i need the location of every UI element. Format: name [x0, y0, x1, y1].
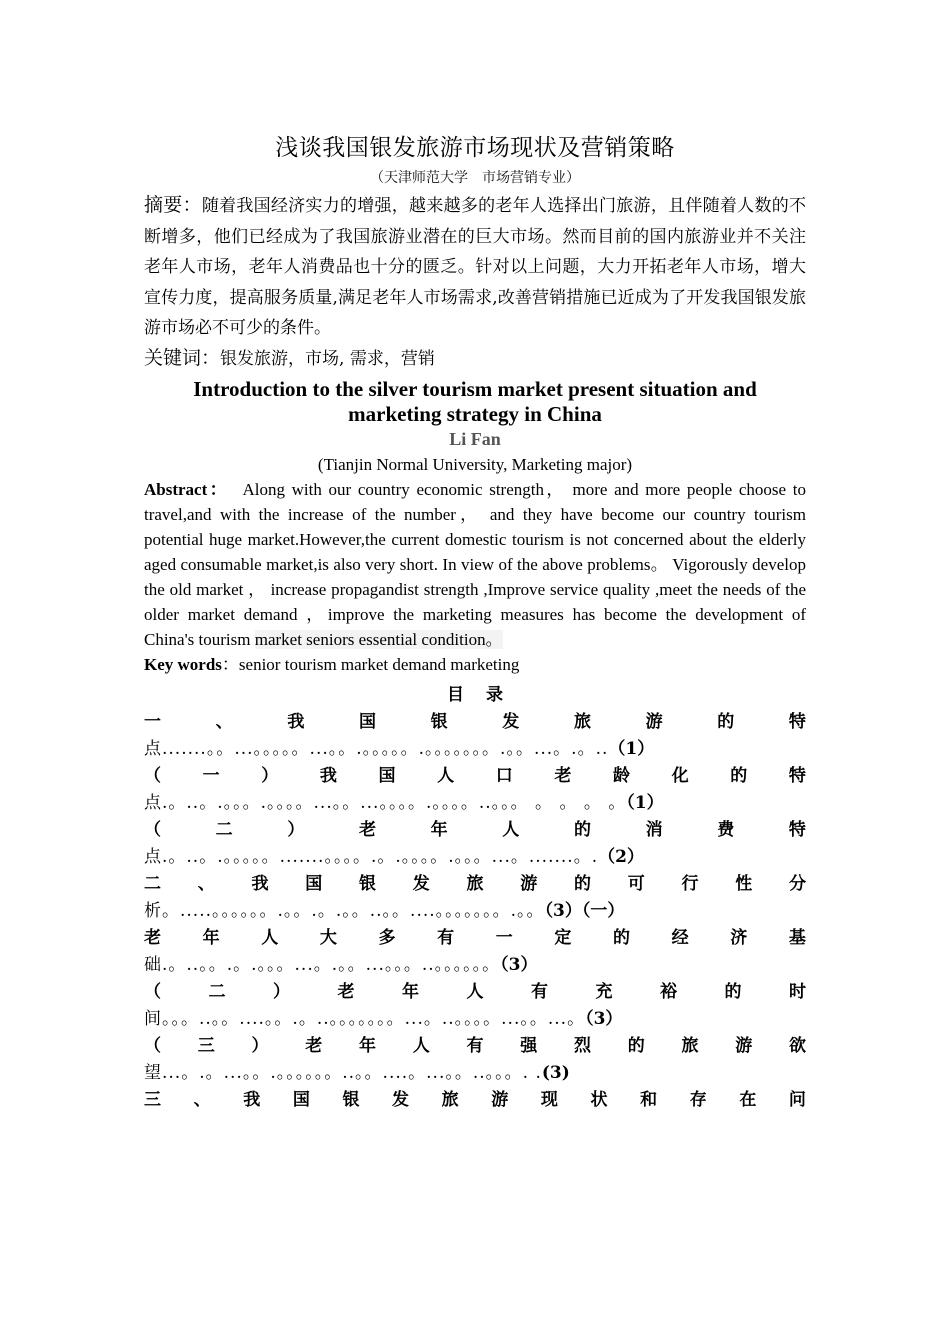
toc-heading-char: 的 [574, 873, 591, 894]
keywords-chinese-text: 银发旅游，市场, 需求，营销 [220, 348, 435, 369]
toc-dot-leader: 点.。..。.。。。。。.......。。。。.。.。。。。.。。。...。.......。. [144, 846, 599, 867]
keywords-english [144, 652, 806, 677]
toc-heading-char: 和 [640, 1089, 658, 1110]
toc-heading-char: 大 [319, 927, 337, 948]
toc-heading-char: 国 [292, 1089, 310, 1110]
toc-heading-char: 一 [495, 927, 513, 948]
toc-heading-char: 人 [412, 1035, 430, 1056]
toc-entry [144, 1087, 806, 1114]
toc-heading-char: 老 [337, 981, 355, 1002]
toc-title: 目录 [447, 684, 525, 705]
toc-heading-char: 可 [627, 873, 645, 894]
toc-heading-char: 二 [144, 873, 161, 894]
keywords-english-label: Key words [144, 654, 222, 674]
toc-heading-char: 一 [202, 765, 220, 786]
title-chinese: 浅谈我国银发旅游市场现状及营销策略 [275, 135, 675, 161]
toc-page-number: （3） [585, 1008, 623, 1029]
toc-page-number: （3） [500, 954, 538, 975]
affiliation-english: (Tianjin Normal University, Marketing major) [317, 454, 633, 474]
toc-heading-char: 旅 [441, 1089, 459, 1110]
toc-heading-char: 二 [208, 981, 226, 1002]
toc-heading-char: 我 [243, 1089, 261, 1110]
keywords-english-text: ：senior tourism market demand marketing [221, 654, 520, 674]
toc-heading-char: 游 [491, 1089, 509, 1110]
toc-heading-char: 现 [540, 1089, 558, 1110]
toc-heading-char: 国 [305, 873, 323, 894]
toc-heading-char: 时 [789, 981, 806, 1002]
toc-heading-char: ） [261, 765, 279, 786]
abstract-english-label: Abstract： [144, 479, 230, 499]
toc-heading-char: ） [273, 981, 290, 1002]
toc-entry [144, 817, 806, 871]
toc-heading-char: 的 [730, 765, 748, 786]
toc-entry-leader-line [144, 1060, 806, 1087]
toc-heading-char: 多 [378, 927, 396, 948]
toc-page-number: （2） [598, 846, 644, 867]
toc-heading-char: 特 [788, 765, 806, 786]
toc-entry [144, 709, 806, 763]
toc-dot-leader: 点.......。。...。。。。。...。。.。。。。。.。。。。。。。.。。...。.。.. [144, 738, 609, 759]
toc-heading-char: 旅 [466, 873, 484, 894]
toc-heading-char: 老 [358, 819, 376, 840]
toc-heading-char: 国 [358, 711, 376, 732]
toc-heading-char: 费 [717, 819, 735, 840]
document-page [144, 130, 806, 1114]
toc-entry-heading [144, 709, 806, 736]
toc-heading-char: ） [251, 1035, 269, 1056]
toc-heading-char: 、 [215, 711, 233, 732]
toc-heading-char: 的 [613, 927, 630, 948]
toc-heading-char: 年 [402, 981, 419, 1002]
toc-heading-char: （ [144, 765, 161, 786]
toc-heading-char: 分 [789, 873, 806, 894]
abstract-chinese-label: 摘要： [144, 194, 202, 216]
toc-heading-char: 旅 [573, 711, 591, 732]
toc-heading-char: 经 [671, 927, 689, 948]
toc-entry-heading [144, 979, 806, 1006]
toc-heading-char: 欲 [789, 1035, 806, 1056]
toc-page-number: （3）（一） [544, 900, 625, 921]
toc-heading-char: 消 [645, 819, 663, 840]
toc-heading-char: 三 [197, 1035, 215, 1056]
toc-entry-heading [144, 817, 806, 844]
toc-heading-char: 银 [342, 1089, 360, 1110]
toc-heading-char: 的 [724, 981, 742, 1002]
toc-heading-char: （ [144, 819, 161, 840]
toc-heading-char: 龄 [613, 765, 630, 786]
toc-heading-char: 有 [466, 1035, 484, 1056]
toc-heading-char: 发 [502, 711, 520, 732]
toc-heading-char: ） [287, 819, 305, 840]
toc-heading-char: 二 [215, 819, 233, 840]
toc-heading-char: （ [144, 981, 161, 1002]
toc-entry-heading [144, 925, 806, 952]
toc-heading-char: 口 [495, 765, 513, 786]
toc-heading-char: 裕 [660, 981, 677, 1002]
toc-dot-leader: 点.。..。.。。。.。。。。...。。...。。。。.。。。。..。。。 。 。 。 。 [144, 792, 627, 813]
toc-heading-char: 发 [412, 873, 430, 894]
toc-heading-char: 定 [554, 927, 572, 948]
toc-entry [144, 871, 806, 925]
toc-heading-char: 发 [392, 1089, 410, 1110]
abstract-english-tail: market seniors essential condition。 [254, 629, 503, 649]
toc-heading-char: 、 [193, 1089, 211, 1110]
toc-heading-char: 化 [671, 765, 689, 786]
toc-entry-heading [144, 871, 806, 898]
abstract-english-text: Along with our country economic strength， more and more people choose to travel,and with the increase of the number， and they have become our country tourism potential huge market.However,the current domestic tourism is not concerned about the elderly aged consumable market,is also very short. In view of the above problems。 Vigorously develop the old market ， increase propagandist strength ,Improve service quality ,meet the needs of the older market demand ，improve the marketing measures has become the development of China's tourism [144, 479, 806, 649]
toc-heading-char: 人 [437, 765, 455, 786]
toc-heading-char: 基 [788, 927, 806, 948]
toc-heading-char: 强 [520, 1035, 538, 1056]
toc-heading-char: 的 [627, 1035, 645, 1056]
toc-heading-char: 一 [144, 711, 161, 732]
toc-heading-char: 烈 [574, 1035, 591, 1056]
toc-dot-leader: 间。。。..。。....。。.。..。。。。。。。...。..。。。。...。。...。 [144, 1008, 586, 1029]
toc-heading-char: 游 [735, 1035, 753, 1056]
title-english: Introduction to the silver tourism market present situation and marketing strategy in China [193, 376, 757, 426]
abstract-chinese [144, 190, 806, 344]
toc-heading-char: 的 [573, 819, 591, 840]
toc-entry-heading [144, 1087, 806, 1114]
toc-heading-char: 有 [531, 981, 548, 1002]
toc-heading-char: 我 [251, 873, 269, 894]
abstract-english [144, 477, 806, 652]
toc-entry-leader-line [144, 952, 806, 979]
toc-heading-char: 存 [689, 1089, 707, 1110]
toc-entry-leader-line [144, 844, 806, 871]
toc-page-number: (3) [541, 1062, 570, 1083]
toc-heading-char: 性 [735, 873, 753, 894]
toc-entry [144, 1033, 806, 1087]
toc-heading-char: 行 [681, 873, 699, 894]
toc-entry-leader-line [144, 790, 806, 817]
keywords-chinese-label: 关键词： [144, 346, 221, 369]
toc-heading-char: 年 [359, 1035, 376, 1056]
toc-entry-leader-line [144, 1006, 806, 1033]
toc-entry [144, 925, 806, 979]
toc-heading-char: 年 [430, 819, 448, 840]
toc-dot-leader: 础.。..。。.。.。。。...。.。。...。。。..。。。。。。 [144, 954, 501, 975]
toc-dot-leader: 析。.....。。。。。。.。。.。.。。..。。....。。。。。。。.。。 [144, 900, 545, 921]
toc-heading-char: （ [144, 1035, 161, 1056]
toc-heading-char: 游 [645, 711, 663, 732]
affiliation-chinese: （天津师范大学 市场营销专业） [370, 170, 580, 186]
toc-entry [144, 763, 806, 817]
toc-heading-char: 我 [319, 765, 337, 786]
toc-heading-char: 国 [378, 765, 396, 786]
toc-page-number: （1） [608, 738, 655, 759]
toc-heading-char: 、 [197, 873, 215, 894]
toc-heading-char: 特 [788, 819, 806, 840]
abstract-chinese-text: 随着我国经济实力的增强，越来越多的老年人选择出门旅游，且伴随着人数的不断增多，他们已经成为了我国旅游业潜在的巨大市场。然而目前的国内旅游业并不关注老年人市场，老年人消费品也十分的匮乏。针对以上问题，大力开拓老年人市场，增大宣传力度，提高服务质量,满足老年人市场需求,改善营销措施已近成为了开发我国银发旅游市场必不可少的条件。 [144, 196, 806, 338]
toc-heading-char: 银 [430, 711, 448, 732]
toc-heading-char: 有 [437, 927, 455, 948]
toc-heading-char: 年 [202, 927, 220, 948]
toc-heading-char: 我 [287, 711, 305, 732]
author-english: Li Fan [449, 428, 501, 449]
toc-heading-char: 问 [788, 1089, 806, 1110]
keywords-chinese [144, 344, 806, 373]
toc-page-number: （1） [626, 792, 664, 813]
toc-heading-char: 旅 [681, 1035, 699, 1056]
toc-heading-char: 银 [359, 873, 376, 894]
toc-heading-char: 人 [466, 981, 484, 1002]
toc-heading-char: 老 [144, 927, 161, 948]
toc-dot-leader: 望...。.。...。。.。。。。。。..。。....。...。。..。。。. . [144, 1062, 542, 1083]
toc-heading-char: 人 [502, 819, 520, 840]
toc-entry [144, 979, 806, 1033]
toc-entry-leader-line [144, 736, 806, 763]
toc-heading-char: 人 [261, 927, 279, 948]
toc-heading-char: 在 [739, 1089, 757, 1110]
toc-heading-char: 老 [305, 1035, 323, 1056]
toc-entry-heading [144, 763, 806, 790]
toc-heading-char: 游 [520, 873, 538, 894]
toc-heading-char: 济 [730, 927, 748, 948]
toc-entry-leader-line [144, 898, 806, 925]
toc-heading-char: 三 [144, 1089, 161, 1110]
toc-heading-char: 老 [554, 765, 572, 786]
toc-heading-char: 充 [595, 981, 613, 1002]
toc-heading-char: 特 [788, 711, 806, 732]
toc-heading-char: 的 [717, 711, 735, 732]
toc-entry-heading [144, 1033, 806, 1060]
table-of-contents [144, 709, 806, 1114]
toc-heading-char: 状 [590, 1089, 608, 1110]
